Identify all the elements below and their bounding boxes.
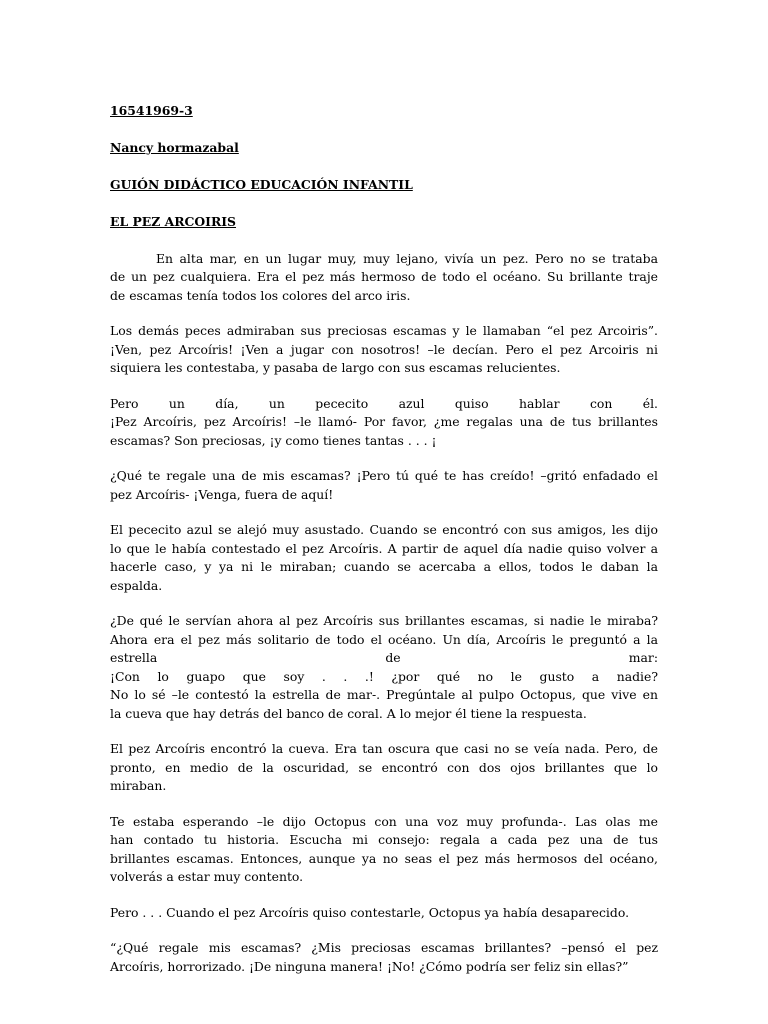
paragraph-line: No lo sé –le contestó la estrella de mar-. Pregúntale al pulpo Octopus, que vive en [110,687,658,702]
paragraph-line: siquiera les contestaba, y pasaba de largo con sus escamas relucientes. [110,360,561,375]
story-paragraph [110,395,658,451]
story-paragraph [110,612,658,723]
course-title: GUIÓN DIDÁCTICO EDUCACIÓN INFANTIL [110,177,413,192]
paragraph-line: En alta mar, en un lugar muy, muy lejano, vivía un pez. Pero no se trataba [156,250,658,266]
paragraph-line: espalda. [110,577,163,593]
paragraph-line: Pero un día, un pececito azul quiso hablar con él. [110,395,658,411]
story-paragraph [110,904,658,923]
story-paragraph [110,939,658,976]
story-paragraph [110,322,658,378]
paragraph-line: de un pez cualquiera. Era el pez más hermoso de todo el océano. Su brillante traje [110,269,658,284]
paragraph-line: miraban. [110,778,167,793]
paragraph-line: de escamas tenía todos los colores del arco iris. [110,287,411,303]
paragraph-line: ¿Qué te regale una de mis escamas? ¡Pero tú qué te has creído! –gritó enfadado el [110,468,658,483]
paragraph-line: lo que le había contestado el pez Arcoíris. A partir de aquel día nadie quiso volver a [110,540,658,556]
document-page [110,98,658,976]
paragraph-line: Los demás peces admiraban sus preciosas escamas y le llamaban “el pez Arcoiris”. [110,323,658,338]
story-paragraph [110,740,658,796]
paragraph-line: ¿De qué le servían ahora al pez Arcoíris sus brillantes escamas, si nadie le miraba? [110,613,658,628]
story-paragraph [110,467,658,504]
story-paragraph [110,813,658,887]
id-number: 16541969-3 [110,103,193,118]
paragraph-line: volverás a estar muy contento. [110,869,304,884]
paragraph-line: ¡Con lo guapo que soy . . .! ¿por qué no le gusto a nadie? [110,668,658,684]
story-body [110,250,658,977]
paragraph-line: “¿Qué regale mis escamas? ¿Mis preciosas escamas brillantes? –pensó el pez [110,940,658,955]
paragraph-line: ¡Ven, pez Arcoíris! ¡Ven a jugar con nosotros! –le decían. Pero el pez Arcoiris ni [110,341,658,357]
paragraph-line: han contado tu historia. Escucha mi consejo: regala a cada pez una de tus [110,832,658,847]
paragraph-line: la cueva que hay detrás del banco de coral. A lo mejor él tiene la respuesta. [110,705,587,721]
paragraph-line: pronto, en medio de la oscuridad, se encontró con dos ojos brillantes que lo [110,759,658,775]
author-name: Nancy hormazabal [110,140,239,155]
paragraph-line: El pececito azul se alejó muy asustado. Cuando se encontró con sus amigos, les dijo [110,522,658,537]
paragraph-line: brillantes escamas. Entonces, aunque ya no seas el pez más hermosos del océano, [110,850,658,866]
story-paragraph [110,521,658,595]
paragraph-line: Ahora era el pez más solitario de todo el océano. Un día, Arcoíris le preguntó a la [110,631,658,647]
paragraph-line: pez Arcoíris- ¡Venga, fuera de aquí! [110,486,334,502]
paragraph-line: Pero . . . Cuando el pez Arcoíris quiso contestarle, Octopus ya había desaparecido. [110,904,630,920]
paragraph-line: escamas? Son preciosas, ¡y como tienes tantas . . . ¡ [110,432,437,448]
paragraph-line: estrella de mar: [110,650,658,665]
paragraph-line: ¡Pez Arcoíris, pez Arcoíris! –le llamó- Por favor, ¿me regalas una de tus brillantes [110,414,658,429]
paragraph-line: El pez Arcoíris encontró la cueva. Era tan oscura que casi no se veía nada. Pero, de [110,741,658,756]
paragraph-line: Arcoíris, horrorizado. ¡De ninguna manera! ¡No! ¿Cómo podría ser feliz sin ellas?” [110,958,629,974]
paragraph-line: Te estaba esperando –le dijo Octopus con una voz muy profunda-. Las olas me [110,813,658,829]
story-paragraph [110,250,658,306]
story-title: EL PEZ ARCOIRIS [110,214,236,229]
paragraph-line: hacerle caso, y ya ni le miraban; cuando se acercaba a ellos, todos le daban la [110,559,658,574]
